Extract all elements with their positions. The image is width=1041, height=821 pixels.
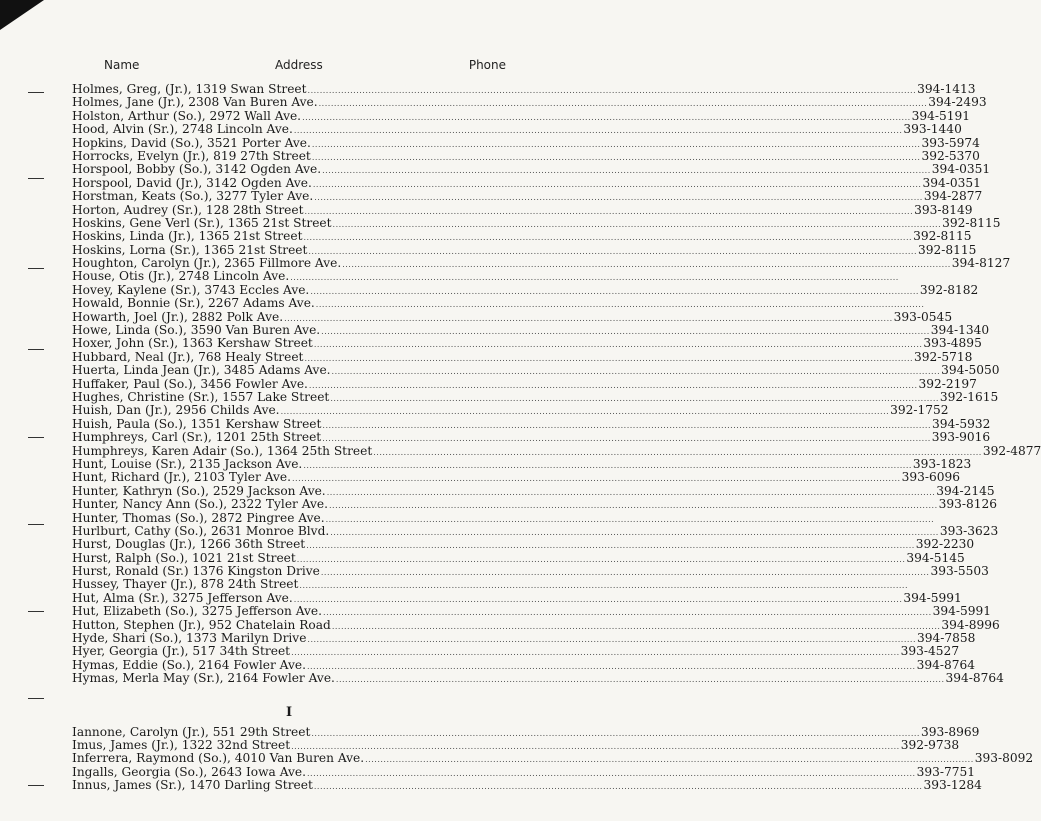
header-address: Address	[275, 58, 323, 72]
dot-leader: ........................................................................................................................................................................................................	[321, 327, 930, 337]
entry-name-address: Huish, Paula (So.), 1351 Kershaw Street	[72, 416, 322, 431]
entry-name-address: Hoxer, John (Sr.), 1363 Kershaw Street	[72, 336, 313, 351]
dot-leader: ........................................................................................................................................................................................................	[299, 581, 909, 591]
directory-list	[72, 82, 1041, 793]
directory-entry	[72, 82, 976, 96]
dot-leader: ........................................................................................................................................................................................................	[373, 447, 982, 457]
entry-phone: 394-2877	[923, 189, 983, 204]
entry-phone: 393-8126	[938, 497, 998, 512]
directory-entry	[72, 148, 980, 163]
entry-phone: 393-4895	[923, 336, 982, 351]
dot-leader: ........................................................................................................................................................................................................	[313, 782, 923, 792]
entry-name-address: Hoskins, Lorna (Sr.), 1365 21st Street	[72, 242, 308, 257]
entry-name-address: Houghton, Carolyn (Jr.), 2365 Fillmore Ave.	[72, 256, 342, 271]
entry-name-address: Hurst, Ronald (Sr.) 1376 Kingston Drive	[72, 564, 320, 579]
dot-leader: ........................................................................................................................................................................................................	[310, 286, 919, 296]
entry-name-address: Hoskins, Linda (Jr.), 1365 21st Street	[72, 229, 303, 244]
entry-name-address: Hunter, Thomas (So.), 2872 Pingree Ave.	[72, 510, 325, 525]
directory-entry	[72, 764, 975, 779]
dot-leader: ........................................................................................................................................................................................................	[291, 741, 900, 751]
dot-leader: ........................................................................................................................................................................................................	[307, 86, 917, 95]
dot-leader: ........................................................................................................................................................................................................	[302, 112, 911, 122]
entry-phone: 394-0351	[931, 162, 991, 177]
dot-leader: ........................................................................................................................................................................................................	[331, 367, 941, 377]
entry-phone: 394-1340	[930, 323, 990, 338]
dot-leader: ........................................................................................................................................................................................................	[308, 246, 917, 256]
entry-name-address: Huerta, Linda Jean (Jr.), 3485 Adams Ave.	[72, 363, 331, 378]
directory-entry	[72, 604, 992, 619]
directory-entry	[72, 175, 981, 190]
dot-leader: ........................................................................................................................................................................................................	[332, 219, 942, 229]
margin-tick	[28, 785, 44, 786]
dot-leader: ........................................................................................................................................................................................................	[296, 554, 906, 564]
directory-entry	[72, 724, 980, 739]
entry-name-address: Horspool, David (Jr.), 3142 Ogden Ave.	[72, 175, 312, 190]
entry-name-address: Huffaker, Paul (So.), 3456 Fowler Ave.	[72, 376, 308, 391]
dot-leader: ........................................................................................................................................................................................................	[320, 568, 930, 578]
entry-phone: 393-5503	[930, 564, 989, 579]
directory-entry	[72, 497, 998, 512]
entry-phone: 393-8149	[914, 202, 973, 217]
entry-phone: 394-2145	[936, 483, 995, 498]
entry-phone: 393-8969	[920, 724, 980, 739]
entry-phone: 392-8115	[913, 229, 972, 244]
entry-phone: 392-9738	[900, 737, 960, 752]
margin-tick	[28, 178, 44, 179]
column-header	[72, 58, 506, 76]
dot-leader: ........................................................................................................................................................................................................	[303, 460, 912, 470]
dot-leader: ........................................................................................................................................................................................................	[304, 206, 914, 216]
header-name: Name	[104, 58, 140, 72]
entry-name-address: Hood, Alvin (Sr.), 2748 Lincoln Ave.	[72, 122, 293, 137]
directory-entry	[72, 189, 983, 204]
directory-entry	[72, 403, 949, 418]
directory-entry	[72, 95, 987, 110]
entry-name-address: Hunter, Kathryn (So.), 2529 Jackson Ave.	[72, 483, 326, 498]
entry-name-address: Huish, Dan (Jr.), 2956 Childs Ave.	[72, 403, 280, 418]
directory-entry	[72, 282, 979, 297]
entry-phone: 394-8127	[951, 256, 1011, 271]
entry-name-address: Hussey, Thayer (Jr.), 878 24th Street	[72, 577, 299, 592]
directory-entry	[72, 162, 991, 177]
entry-name-address: Hurlburt, Cathy (So.), 2631 Monroe Blvd.	[72, 523, 330, 538]
entry-phone: 393-8092	[974, 751, 1034, 766]
entry-name-address: Hut, Alma (Sr.), 3275 Jefferson Ave.	[72, 590, 293, 605]
entry-name-address: Hymas, Merla May (Sr.), 2164 Fowler Ave.	[72, 671, 335, 686]
dot-leader: ........................................................................................................................................................................................................	[313, 340, 923, 350]
directory-entry	[72, 256, 1011, 271]
entry-name-address: Ingalls, Georgia (So.), 2643 Iowa Ave.	[72, 764, 306, 779]
directory-entry	[72, 269, 899, 284]
entry-phone: 393-1284	[923, 778, 982, 793]
entry-phone: 392-5718	[914, 349, 973, 364]
directory-entry	[72, 470, 960, 485]
dot-leader: ........................................................................................................................................................................................................	[330, 393, 939, 403]
entry-phone: 392-5370	[921, 148, 980, 163]
entry-phone: 394-5991	[903, 590, 962, 605]
directory-entry	[72, 577, 909, 592]
section-i-entries	[72, 724, 1034, 793]
margin-tick	[28, 524, 44, 525]
entry-name-address: House, Otis (Jr.), 2748 Lincoln Ave.	[72, 269, 290, 284]
margin-tick	[28, 611, 44, 612]
entry-phone: 393-1823	[912, 456, 972, 471]
dot-leader: ........................................................................................................................................................................................................	[292, 474, 901, 484]
entry-name-address: Hopkins, David (So.), 3521 Porter Ave.	[72, 135, 311, 150]
entry-name-address: Holmes, Jane (Jr.), 2308 Van Buren Ave.	[72, 95, 318, 110]
dot-leader: ........................................................................................................................................................................................................	[314, 193, 923, 203]
dot-leader: ........................................................................................................................................................................................................	[329, 501, 938, 511]
dot-leader: ........................................................................................................................................................................................................	[331, 621, 941, 631]
entry-phone: 393-5974	[921, 135, 980, 150]
entry-phone: 394-5145	[906, 550, 965, 565]
entry-name-address: Humphreys, Karen Adair (So.), 1364 25th Street	[72, 443, 373, 458]
dot-leader: ........................................................................................................................................................................................................	[322, 434, 931, 444]
entry-name-address: Hughes, Christine (Sr.), 1557 Lake Street	[72, 389, 330, 404]
directory-entry	[72, 617, 1000, 632]
entry-name-address: Horrocks, Evelyn (Jr.), 819 27th Street	[72, 148, 311, 163]
entry-name-address: Horspool, Bobby (So.), 3142 Ogden Ave.	[72, 162, 322, 177]
dot-leader: ........................................................................................................................................................................................................	[322, 420, 932, 430]
directory-entry	[72, 657, 975, 672]
entry-phone: 392-8182	[919, 282, 979, 297]
entry-name-address: Innus, James (Sr.), 1470 Darling Street	[72, 778, 313, 793]
margin-tick-marks	[0, 0, 50, 821]
directory-entry	[72, 416, 991, 431]
entry-phone: 394-1413	[917, 82, 976, 96]
entry-phone: 394-8764	[945, 671, 1004, 686]
directory-entry	[72, 229, 972, 244]
entry-phone: 394-5050	[941, 363, 1000, 378]
entry-name-address: Hubbard, Neal (Jr.), 768 Healy Street	[72, 349, 304, 364]
dot-leader: ........................................................................................................................................................................................................	[306, 541, 915, 551]
directory-entry	[72, 323, 990, 338]
entry-name-address: Hurst, Ralph (So.), 1021 21st Street	[72, 550, 296, 565]
section-h-entries	[72, 82, 1041, 686]
margin-tick	[28, 268, 44, 269]
dot-leader: ........................................................................................................................................................................................................	[325, 514, 935, 524]
directory-entry	[72, 430, 991, 445]
entry-phone: 394-8996	[941, 617, 1000, 632]
directory-entry	[72, 108, 971, 123]
dot-leader: ........................................................................................................................................................................................................	[293, 126, 903, 136]
entry-name-address: Hunt, Richard (Jr.), 2103 Tyler Ave.	[72, 470, 291, 485]
directory-entry	[72, 242, 977, 257]
entry-phone: 393-4527	[900, 644, 960, 659]
entry-name-address: Hutton, Stephen (Jr.), 952 Chatelain Road	[72, 617, 331, 632]
dot-leader: ........................................................................................................................................................................................................	[312, 179, 922, 189]
dot-leader: ........................................................................................................................................................................................................	[304, 353, 914, 363]
entry-name-address: Hunter, Nancy Ann (So.), 2322 Tyler Ave.	[72, 497, 329, 512]
dot-leader: ........................................................................................................................................................................................................	[284, 313, 893, 323]
entry-phone: 392-2197	[918, 376, 977, 391]
margin-tick	[28, 437, 44, 438]
entry-name-address: Hoskins, Gene Verl (Sr.), 1365 21st Street	[72, 215, 332, 230]
entry-phone: 393-9016	[931, 430, 991, 445]
directory-entry	[72, 135, 980, 150]
dot-leader: ........................................................................................................................................................................................................	[306, 768, 916, 778]
entry-name-address: Howe, Linda (So.), 3590 Van Buren Ave.	[72, 323, 321, 338]
directory-entry	[72, 564, 989, 579]
dot-leader: ........................................................................................................................................................................................................	[306, 661, 916, 671]
directory-entry	[72, 443, 1041, 458]
entry-phone: 392-4877	[982, 443, 1041, 458]
directory-entry	[72, 336, 982, 351]
entry-name-address: Hut, Elizabeth (So.), 3275 Jefferson Ave.	[72, 604, 323, 619]
entry-name-address: Hyde, Shari (So.), 1373 Marilyn Drive	[72, 631, 307, 646]
dot-leader: ........................................................................................................................................................................................................	[335, 675, 945, 685]
entry-name-address: Horstman, Keats (So.), 3277 Tyler Ave.	[72, 189, 314, 204]
directory-entry	[72, 309, 953, 324]
dot-leader: ........................................................................................................................................................................................................	[315, 300, 925, 310]
entry-name-address: Humphreys, Carl (Sr.), 1201 25th Street	[72, 430, 322, 445]
entry-phone: 394-5932	[932, 416, 991, 431]
entry-name-address: Howarth, Joel (Jr.), 2882 Polk Ave.	[72, 309, 284, 324]
entry-phone: 392-8115	[942, 215, 1001, 230]
entry-phone: 392-1752	[890, 403, 949, 418]
directory-entry	[72, 363, 1000, 378]
directory-entry	[72, 349, 973, 364]
entry-name-address: Inferrera, Raymond (So.), 4010 Van Buren Ave.	[72, 751, 365, 766]
directory-entry	[72, 671, 1004, 686]
directory-entry	[72, 122, 962, 137]
entry-name-address: Holston, Arthur (So.), 2972 Wall Ave.	[72, 108, 302, 123]
dot-leader: ........................................................................................................................................................................................................	[290, 273, 899, 283]
dot-leader: ........................................................................................................................................................................................................	[291, 648, 900, 658]
directory-entry	[72, 550, 965, 565]
entry-phone: 392-8115	[917, 242, 977, 257]
entry-phone: 393-6096	[901, 470, 960, 485]
header-phone: Phone	[468, 58, 506, 72]
entry-phone: 394-7858	[917, 631, 976, 646]
dot-leader: ........................................................................................................................................................................................................	[342, 260, 951, 270]
entry-phone: 394-5991	[932, 604, 992, 619]
entry-phone: 394-5191	[911, 108, 971, 123]
entry-phone: 392-1615	[939, 389, 999, 404]
directory-entry	[72, 215, 1001, 230]
dot-leader: ........................................................................................................................................................................................................	[307, 635, 916, 645]
dot-leader: ........................................................................................................................................................................................................	[322, 166, 931, 176]
margin-tick	[28, 92, 44, 93]
dot-leader: ........................................................................................................................................................................................................	[293, 594, 903, 604]
entry-name-address: Hovey, Kaylene (Sr.), 3743 Eccles Ave.	[72, 282, 310, 297]
directory-entry	[72, 523, 999, 538]
entry-name-address: Holmes, Greg, (Jr.), 1319 Swan Street	[72, 82, 307, 96]
directory-entry	[72, 456, 972, 471]
section-letter-i: I	[285, 704, 293, 720]
entry-phone: 393-3623	[939, 523, 999, 538]
entry-phone: 393-7751	[916, 764, 975, 779]
directory-entry	[72, 202, 973, 217]
margin-tick	[28, 698, 44, 699]
directory-entry	[72, 537, 975, 552]
entry-phone: 394-8764	[916, 657, 975, 672]
entry-name-address: Hunt, Louise (Sr.), 2135 Jackson Ave.	[72, 456, 303, 471]
directory-entry	[72, 510, 935, 525]
dot-leader: ........................................................................................................................................................................................................	[303, 233, 913, 243]
dot-leader: ........................................................................................................................................................................................................	[311, 152, 921, 162]
directory-entry	[72, 751, 1034, 766]
entry-phone: 393-0545	[893, 309, 953, 324]
directory-entry	[72, 389, 999, 404]
entry-phone: 394-2493	[928, 95, 987, 110]
dot-leader: ........................................................................................................................................................................................................	[280, 407, 890, 417]
dot-leader: ........................................................................................................................................................................................................	[311, 139, 921, 149]
dot-leader: ........................................................................................................................................................................................................	[318, 99, 928, 109]
directory-entry	[72, 737, 960, 752]
entry-name-address: Imus, James (Jr.), 1322 32nd Street	[72, 737, 291, 752]
dot-leader: ........................................................................................................................................................................................................	[311, 728, 920, 738]
entry-name-address: Hyer, Georgia (Jr.), 517 34th Street	[72, 644, 291, 659]
margin-tick	[28, 349, 44, 350]
directory-entry	[72, 631, 976, 646]
dot-leader: ........................................................................................................................................................................................................	[308, 380, 918, 390]
dot-leader: ........................................................................................................................................................................................................	[326, 487, 936, 497]
directory-entry	[72, 376, 977, 391]
entry-name-address: Howald, Bonnie (Sr.), 2267 Adams Ave.	[72, 296, 315, 311]
entry-phone: 394-0351	[922, 175, 981, 190]
directory-entry	[72, 590, 962, 605]
directory-entry	[72, 296, 925, 311]
entry-phone: 393-1440	[903, 122, 962, 137]
entry-name-address: Horton, Audrey (Sr.), 128 28th Street	[72, 202, 304, 217]
entry-name-address: Hurst, Douglas (Jr.), 1266 36th Street	[72, 537, 306, 552]
entry-name-address: Hymas, Eddie (So.), 2164 Fowler Ave.	[72, 657, 306, 672]
dot-leader: ........................................................................................................................................................................................................	[323, 608, 932, 618]
directory-entry	[72, 778, 982, 793]
directory-entry	[72, 644, 960, 659]
dot-leader: ........................................................................................................................................................................................................	[365, 755, 974, 765]
entry-phone: 392-2230	[915, 537, 975, 552]
dot-leader: ........................................................................................................................................................................................................	[330, 527, 939, 537]
directory-entry	[72, 483, 995, 498]
entry-name-address: Iannone, Carolyn (Jr.), 551 29th Street	[72, 724, 311, 739]
